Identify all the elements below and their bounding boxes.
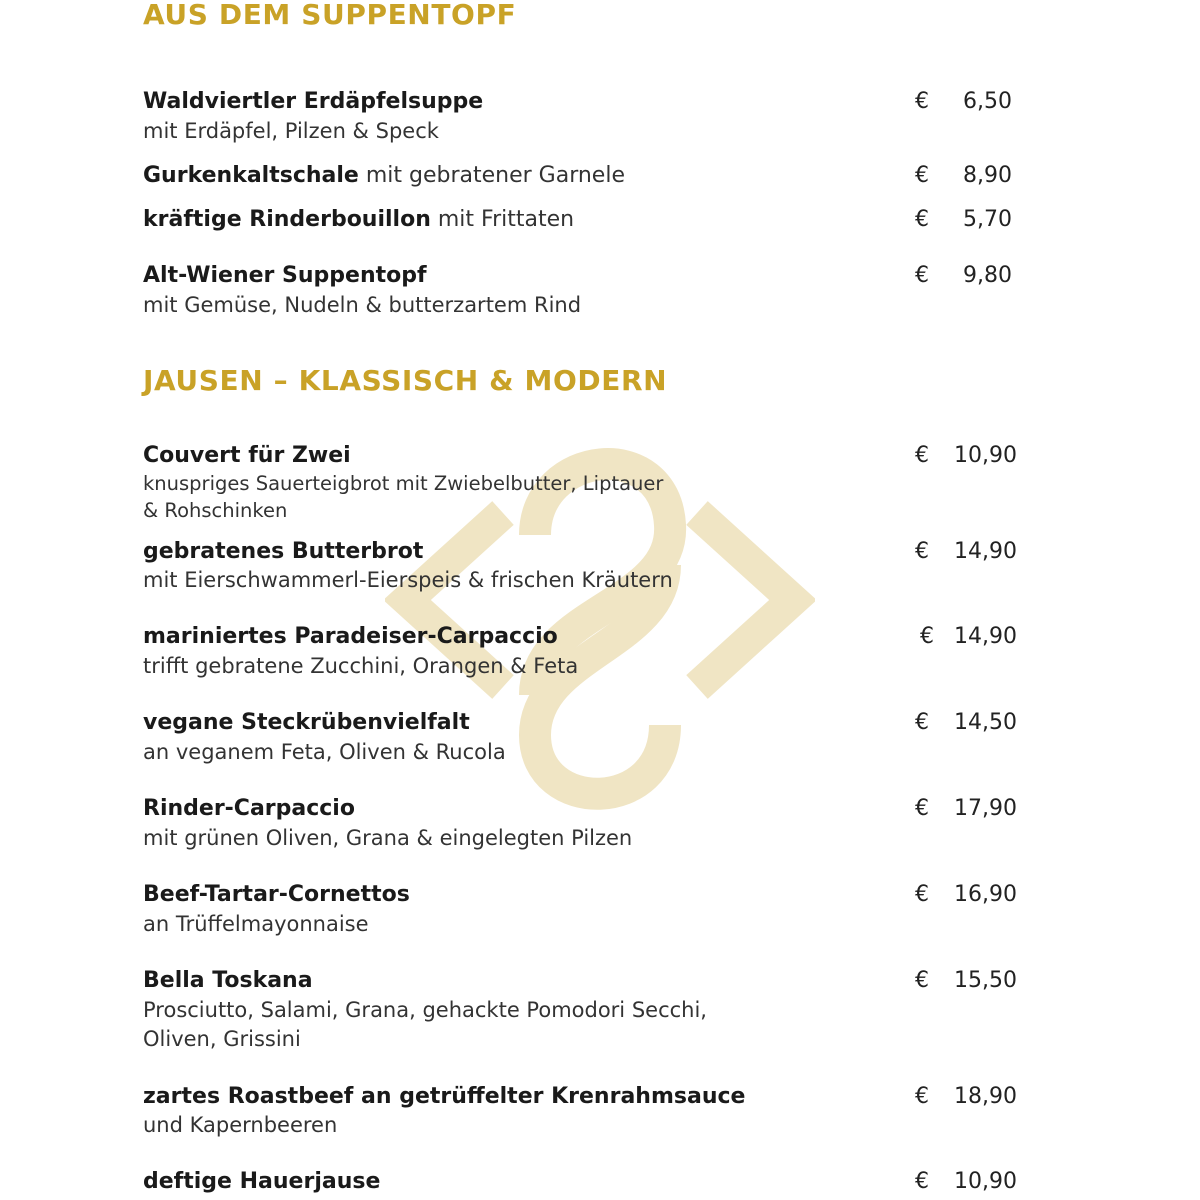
menu-item-description: an Trüffelmayonnaise [143, 912, 369, 936]
menu-item-name: gebratenes Butterbrot [143, 539, 424, 564]
menu-item-description: mit Erdäpfel, Pilzen & Speck [143, 119, 439, 143]
menu-item-name: Rinder-Carpaccio [143, 796, 355, 821]
currency-symbol: € [915, 539, 929, 564]
menu-item-name: Bella Toskana [143, 968, 313, 993]
menu-item-name: vegane Steckrübenvielfalt [143, 710, 470, 735]
menu-item-name: Couvert für Zwei [143, 443, 351, 468]
menu-item-price: 15,50 [954, 968, 1017, 993]
menu-item-name: Gurkenkaltschale mit gebratener Garnele [143, 163, 625, 188]
menu-item-price: 10,90 [954, 1169, 1017, 1194]
menu-item-price: 14,90 [954, 624, 1017, 649]
menu-item-price: 10,90 [954, 443, 1017, 468]
menu-item-description: trifft gebratene Zucchini, Orangen & Feta [143, 654, 579, 678]
currency-symbol: € [915, 89, 929, 114]
menu-item-inline-description: mit gebratener Garnele [358, 163, 625, 188]
menu-item-inline-description: mit Frittaten [430, 207, 575, 232]
menu-item-description: mit grünen Oliven, Grana & eingelegten Pilzen [143, 826, 633, 850]
currency-symbol: € [915, 882, 929, 907]
section-title-soups: AUS DEM SUPPENTOPF [143, 0, 517, 31]
menu-item-description: und Kapernbeeren [143, 1113, 338, 1137]
currency-symbol: € [915, 263, 929, 288]
currency-symbol: € [915, 443, 929, 468]
menu-item-name: Waldviertler Erdäpfelsuppe [143, 89, 484, 114]
currency-symbol: € [915, 207, 929, 232]
menu-item-price: 9,80 [963, 263, 1012, 288]
menu-item-price: 14,90 [954, 539, 1017, 564]
menu-item-description: & Rohschinken [143, 499, 288, 522]
menu-item-price: 18,90 [954, 1084, 1017, 1109]
menu-item-name: mariniertes Paradeiser-Carpaccio [143, 624, 558, 649]
currency-symbol: € [915, 1084, 929, 1109]
menu-item-price: 5,70 [963, 207, 1012, 232]
currency-symbol: € [915, 710, 929, 735]
menu-item-description: an veganem Feta, Oliven & Rucola [143, 740, 506, 764]
menu-item-price: 17,90 [954, 796, 1017, 821]
currency-symbol: € [915, 163, 929, 188]
menu-item-name: deftige Hauerjause [143, 1169, 381, 1194]
menu-item-description: Oliven, Grissini [143, 1027, 301, 1051]
menu-item-description: mit Gemüse, Nudeln & butterzartem Rind [143, 293, 582, 317]
section-title-snacks: JAUSEN – KLASSISCH & MODERN [143, 364, 668, 397]
menu-item-price: 8,90 [963, 163, 1012, 188]
menu-item-description: mit Eierschwammerl-Eierspeis & frischen Kräutern [143, 568, 673, 592]
menu-item-description: knuspriges Sauerteigbrot mit Zwiebelbutter, Liptauer [143, 472, 664, 495]
menu-item-price: 6,50 [963, 89, 1012, 114]
menu-item-name: kräftige Rinderbouillon mit Frittaten [143, 207, 575, 232]
currency-symbol: € [915, 968, 929, 993]
currency-symbol: € [915, 1169, 929, 1194]
menu-item-name: Alt-Wiener Suppentopf [143, 263, 427, 288]
currency-symbol: € [915, 796, 929, 821]
currency-symbol: € [920, 624, 934, 649]
menu-item-description: Prosciutto, Salami, Grana, gehackte Pomodori Secchi, [143, 998, 707, 1022]
menu-item-name: Beef-Tartar-Cornettos [143, 882, 410, 907]
menu-item-name: zartes Roastbeef an getrüffelter Krenrahmsauce [143, 1084, 746, 1109]
menu-item-price: 16,90 [954, 882, 1017, 907]
menu-item-price: 14,50 [954, 710, 1017, 735]
